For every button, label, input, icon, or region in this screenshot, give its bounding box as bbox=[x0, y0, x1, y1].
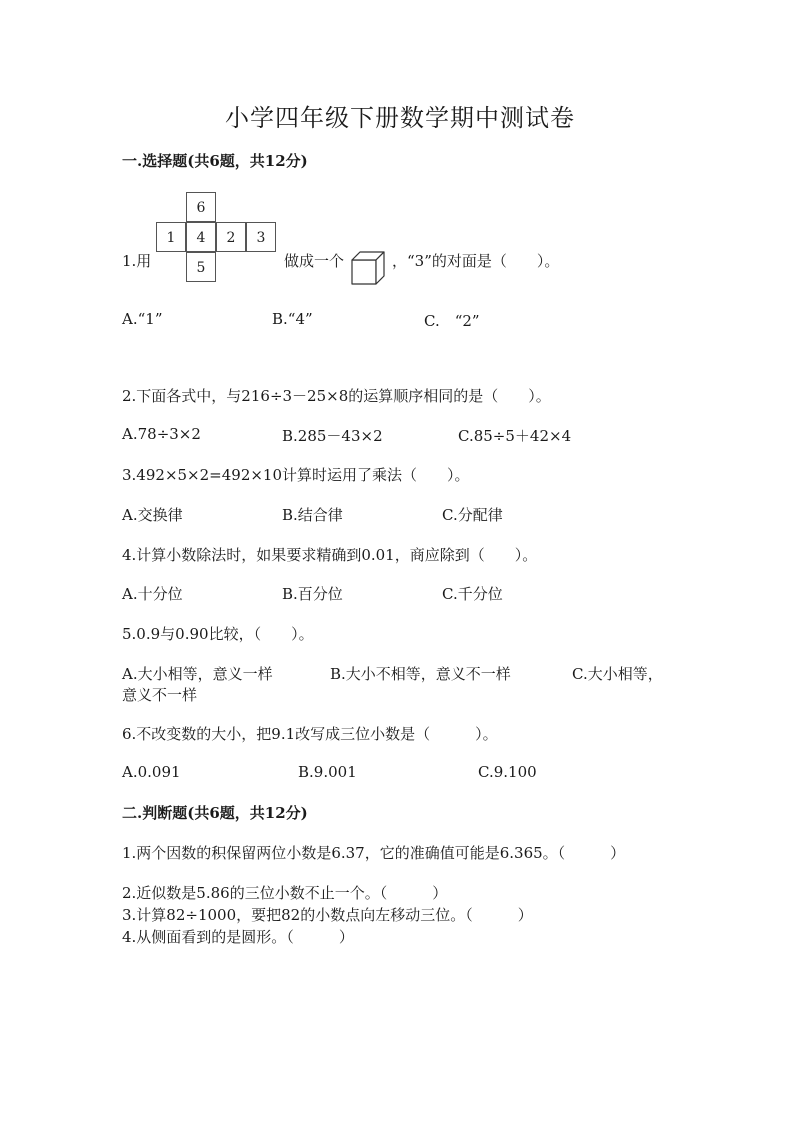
q5-option-c-continued: 意义不一样 bbox=[122, 686, 198, 704]
judge-item-3: 3.计算82÷1000，要把82的小数点向左移动三位。（ ） bbox=[122, 906, 533, 924]
cube-net-figure bbox=[156, 192, 280, 282]
section-2-heading: 二.判断题(共6题，共12分) bbox=[122, 804, 308, 822]
q1-middle: 做成一个 bbox=[284, 252, 345, 270]
q5-option-c: C.大小相等， bbox=[572, 665, 663, 683]
q2-option-a: A.78÷3×2 bbox=[122, 425, 201, 443]
q3-option-b: B.结合律 bbox=[282, 506, 343, 524]
q6-option-a: A.0.091 bbox=[122, 763, 181, 781]
q2-option-b: B.285－43×2 bbox=[282, 427, 383, 445]
q1-suffix: ，“3”的对面是（ ）。 bbox=[392, 252, 560, 270]
q1-option-a: A.“1” bbox=[122, 310, 163, 328]
section-1-heading: 一.选择题(共6题，共12分) bbox=[122, 152, 308, 170]
q3-option-a: A.交换律 bbox=[122, 506, 183, 524]
cube-icon bbox=[350, 250, 386, 286]
q5-option-b: B.大小不相等，意义不一样 bbox=[330, 665, 511, 683]
cube-net-svg bbox=[156, 192, 280, 282]
judge-item-1: 1.两个因数的积保留两位小数是6.37，它的准确值可能是6.365。（ ） bbox=[122, 844, 626, 862]
q1-option-b: B.“4” bbox=[272, 310, 313, 328]
q6-option-c: C.9.100 bbox=[478, 763, 537, 781]
q6-option-b: B.9.001 bbox=[298, 763, 357, 781]
q4-option-c: C.千分位 bbox=[442, 585, 503, 603]
q5-option-a: A.大小相等，意义一样 bbox=[122, 665, 273, 683]
judge-item-2: 2.近似数是5.86的三位小数不止一个。（ ） bbox=[122, 884, 448, 902]
q3-option-c: C.分配律 bbox=[442, 506, 503, 524]
q5-text: 5.0.9与0.90比较，（ ）。 bbox=[122, 625, 314, 643]
net-label-top: 6 bbox=[196, 200, 206, 216]
q4-text: 4.计算小数除法时，如果要求精确到0.01，商应除到（ ）。 bbox=[122, 546, 538, 564]
q1-prefix: 1.用 bbox=[122, 252, 152, 270]
q2-text: 2.下面各式中，与216÷3－25×8的运算顺序相同的是（ ）。 bbox=[122, 387, 551, 405]
judge-item-4: 4.从侧面看到的是圆形。（ ） bbox=[122, 928, 354, 946]
q2-option-c: C.85÷5＋42×4 bbox=[458, 427, 572, 445]
q1-option-c: C. “2” bbox=[424, 312, 480, 330]
net-label-bottom: 5 bbox=[196, 260, 206, 276]
net-label-right1: 2 bbox=[226, 230, 236, 246]
q4-option-b: B.百分位 bbox=[282, 585, 343, 603]
net-label-left: 1 bbox=[166, 230, 176, 246]
page-title: 小学四年级下册数学期中测试卷 bbox=[225, 104, 575, 132]
net-label-right2: 3 bbox=[256, 230, 266, 246]
q3-text: 3.492×5×2=492×10计算时运用了乘法（ ）。 bbox=[122, 466, 470, 484]
q6-text: 6.不改变数的大小，把9.1改写成三位小数是（ ）。 bbox=[122, 725, 498, 743]
net-label-center: 4 bbox=[196, 230, 206, 246]
q4-option-a: A.十分位 bbox=[122, 585, 183, 603]
